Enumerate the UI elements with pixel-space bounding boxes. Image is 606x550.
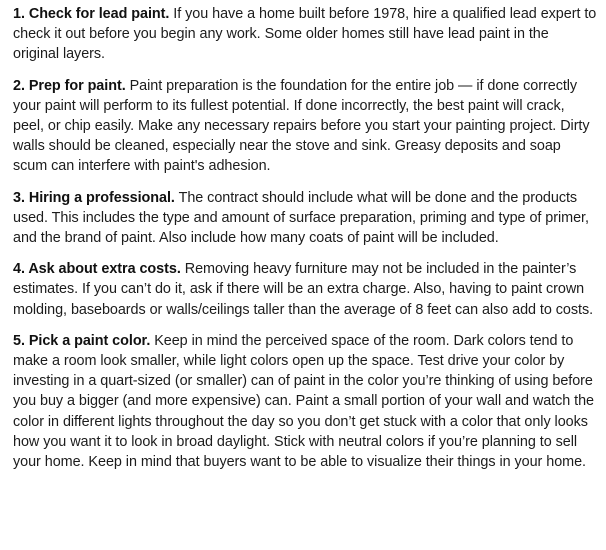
tip-hiring-professional: [13, 188, 598, 249]
tip-title: 3. Hiring a professional.: [13, 189, 175, 206]
tip-title: 5. Pick a paint color.: [13, 332, 151, 349]
tip-body: The contract should include what will be done and the products used. This includes the type and amount of surface preparation, priming and type of primer, and the brand of paint. Also include how many coats of paint will be included.: [13, 189, 589, 247]
tip-paint-color: [13, 331, 598, 472]
tip-prep-for-paint: [13, 76, 598, 177]
painting-tips-document: [13, 4, 598, 483]
tip-title: 2. Prep for paint.: [13, 77, 126, 94]
tip-body: Removing heavy furniture may not be included in the painter’s estimates. If you can’t do it, ask if there will be an extra charge. Also, having to paint crown molding, baseboards or walls/ceilings taller than the average of 8 feet can also add to costs.: [13, 261, 594, 318]
tip-body: Keep in mind the perceived space of the room. Dark colors tend to make a room look smaller, while light colors open up the space. Test drive your color by investing in a quart-sized (or smaller) can of paint in the color you’re thinking of using before you buy a bigger (and more expensive) can. Paint a small portion of your wall and watch the color in different lights throughout the day so you don’t get stuck with a color that only looks how you want it to look in broad daylight. Stick with neutral colors if you’re planning to sell your home. Keep in mind that buyers want to be able to visualize their things in your home.: [13, 332, 594, 471]
tip-extra-costs: [13, 259, 598, 320]
tip-lead-paint: [13, 4, 598, 65]
tip-title: 4. Ask about extra costs.: [13, 261, 181, 278]
tip-body: Paint preparation is the foundation for the entire job — if done correctly your paint will perform to its fullest potential. If done incorrectly, the best paint will crack, peel, or chip easily. Make any necessary repairs before you start your painting project. Dirty walls should be cleaned, especially near the stove and sink. Greasy deposits and soap scum can interfere with paint's adhesion.: [13, 77, 590, 175]
tip-body: If you have a home built before 1978, hire a qualified lead expert to check it out before you begin any work. Some older homes still have lead paint in the original layers.: [13, 6, 597, 63]
tip-title: 1. Check for lead paint.: [13, 6, 170, 22]
